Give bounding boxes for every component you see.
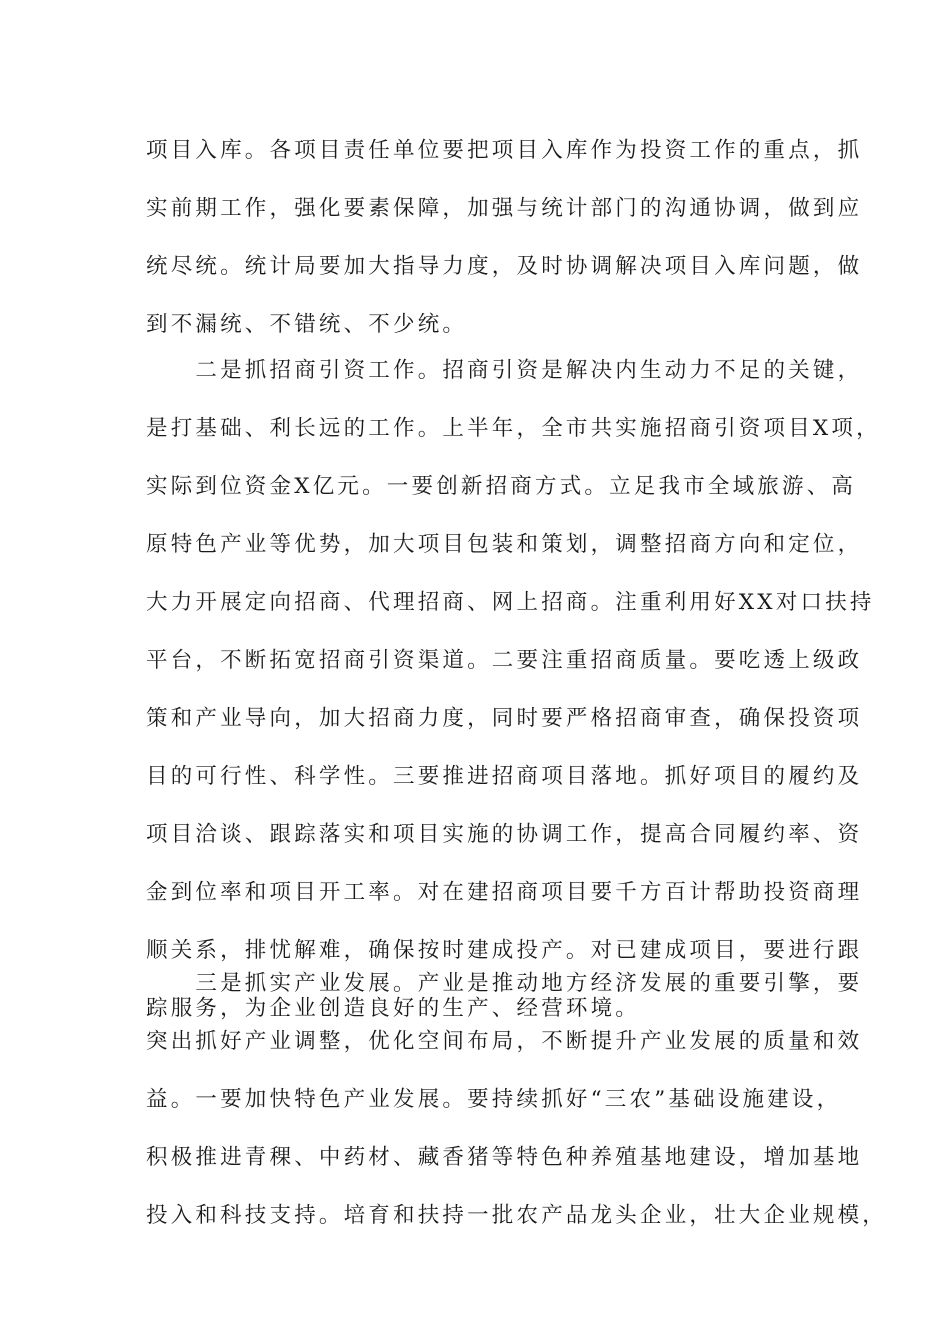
text-line: 目的可行性、科学性。三要推进招商项目落地。抓好项目的履约及 (146, 764, 863, 789)
paragraph-investment-attraction (146, 342, 881, 1038)
text-line: 投入和科技支持。培育和扶持一批农产品龙头企业，壮大企业规模， (146, 1203, 888, 1228)
text-line: 项目洽谈、跟踪落实和项目实施的协调工作，提高合同履约率、资 (146, 822, 863, 847)
text-line: 是打基础、利长远的工作。上半年，全市共实施招商引资项目X项， (146, 416, 881, 441)
text-line: 积极推进青稞、中药材、藏香猪等特色种养殖基地建设，增加基地 (146, 1145, 863, 1170)
text-line: 益。一要加快特色产业发展。要持续抓好“三农”基础设施建设， (146, 1087, 842, 1112)
text-line: 二是抓招商引资工作。招商引资是解决内生动力不足的关键， (146, 358, 863, 383)
text-line: 原特色产业等优势，加大项目包装和策划，调整招商方向和定位， (146, 532, 863, 557)
text-line: 平台，不断拓宽招商引资渠道。二要注重招商质量。要吃透上级政 (146, 648, 863, 673)
text-line: 到不漏统、不错统、不少统。 (146, 312, 468, 337)
text-line: 金到位率和项目开工率。对在建招商项目要千方百计帮助投资商理 (146, 880, 863, 905)
text-line: 项目入库。各项目责任单位要把项目入库作为投资工作的重点，抓 (146, 138, 863, 163)
text-line: 踪服务，为企业创造良好的生产、经营环境。 (146, 996, 641, 1021)
text-line: 大力开展定向招商、代理招商、网上招商。注重利用好XX对口扶持 (146, 590, 875, 615)
paragraph-industry-development (146, 955, 888, 1245)
text-line: 实际到位资金X亿元。一要创新招商方式。立足我市全域旅游、高 (146, 474, 857, 499)
text-line: 统尽统。统计局要加大指导力度，及时协调解决项目入库问题，做 (146, 254, 863, 279)
text-line: 突出抓好产业调整，优化空间布局，不断提升产业发展的质量和效 (146, 1029, 863, 1054)
text-line: 顺关系，排忧解难，确保按时建成投产。对已建成项目，要进行跟 (146, 938, 863, 963)
text-line: 三是抓实产业发展。产业是推动地方经济发展的重要引擎，要 (146, 971, 863, 996)
paragraph-project-warehousing (146, 122, 863, 354)
text-line: 实前期工作，强化要素保障，加强与统计部门的沟通协调，做到应 (146, 196, 863, 221)
text-line: 策和产业导向，加大招商力度，同时要严格招商审查，确保投资项 (146, 706, 863, 731)
